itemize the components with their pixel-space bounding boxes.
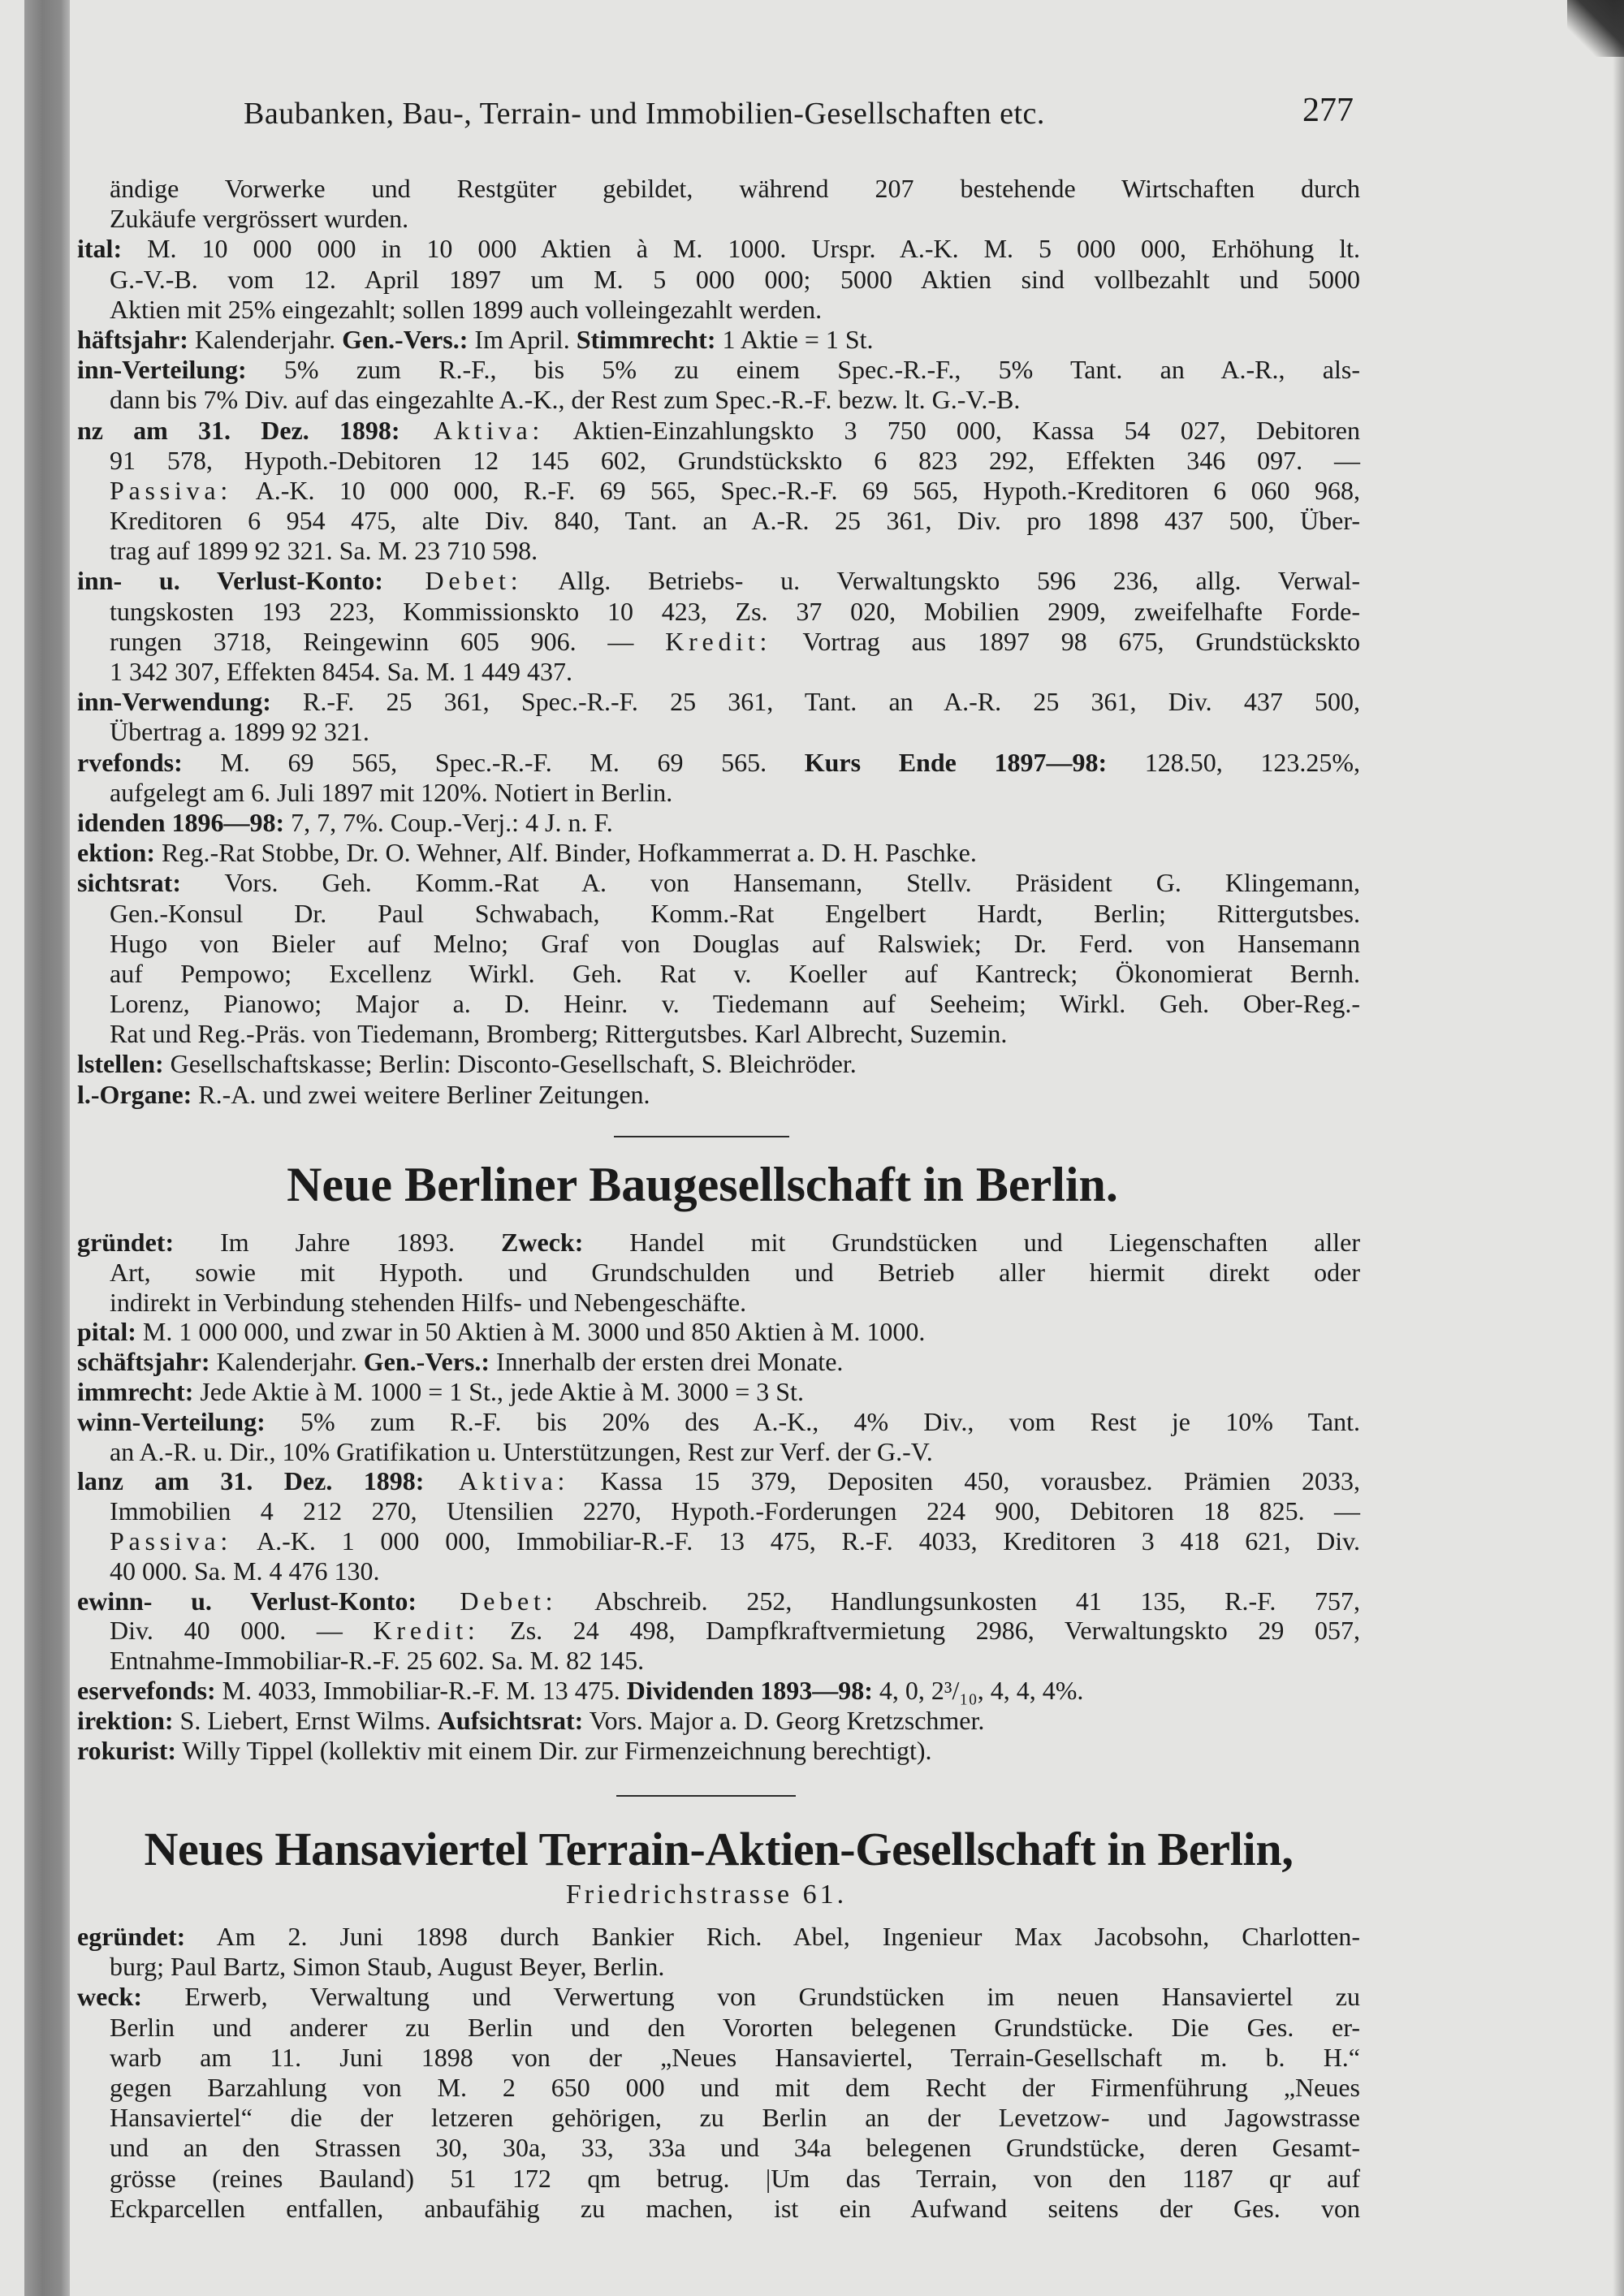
field-label: inn- u. Verlust-Konto:: [77, 566, 383, 596]
text-line: [77, 989, 1360, 1019]
text-line: [77, 385, 1360, 415]
field-text: M. 69 565, Spec.-R.-F. M. 69 565.: [182, 747, 805, 777]
text-line: [77, 536, 1360, 566]
field-label: nz am 31. Dez. 1898:: [77, 415, 400, 445]
text-line: [77, 1646, 1360, 1676]
text-line: [77, 657, 1360, 687]
field-text: Div. 40 000. —: [110, 1616, 374, 1646]
text-line: [77, 1736, 1360, 1766]
field-label: rokurist:: [77, 1735, 177, 1765]
field-label: Kurs Ende 1897—98:: [804, 747, 1108, 777]
field-text: M. 1 000 000, und zwar in 50 Aktien à M. 3000 und 850 Aktien à M. 1000.: [136, 1317, 926, 1347]
field-text: und an den Strassen 30, 30a, 33, 33a und 34a belegenen Grundstücke, deren Gesamt-: [110, 2133, 1360, 2163]
field-text: Gen.-Konsul Dr. Paul Schwabach, Komm.-Rat Engelbert Hardt, Berlin; Rittergutsbes.: [110, 898, 1360, 928]
text-line: [77, 1922, 1360, 1952]
field-text: Art, sowie mit Hypoth. und Grundschulden und Betrieb aller hiermit direkt oder: [110, 1257, 1360, 1287]
text-line: [77, 2043, 1360, 2073]
text-line: [77, 265, 1360, 295]
text-line: [77, 1377, 1360, 1407]
text-line: [77, 868, 1360, 898]
field-text: Handel mit Grundstücken und Liegenschaften aller: [583, 1228, 1361, 1257]
page-number: 277: [1302, 92, 1354, 129]
text-line: [77, 1437, 1360, 1467]
field-label: inn-Verteilung:: [77, 355, 247, 385]
account-side-label: Kredit:: [373, 1616, 480, 1646]
scan-edge-shadow: [1613, 0, 1624, 2296]
text-line: [77, 838, 1360, 868]
field-text: Aktien mit 25% eingezahlt; sollen 1899 auch volleingezahlt werden.: [110, 294, 823, 324]
field-label: gründet:: [77, 1228, 175, 1257]
field-label: Gen.-Vers.:: [342, 324, 469, 354]
field-text: 40 000. Sa. M. 4 476 130.: [110, 1556, 380, 1586]
field-label: ektion:: [77, 838, 155, 868]
field-label: pital:: [77, 1317, 136, 1347]
text-line: [77, 566, 1360, 596]
field-text: aufgelegt am 6. Juli 1897 mit 120%. Notiert in Berlin.: [110, 777, 673, 807]
text-line: [77, 204, 1360, 234]
field-text: Kalenderjahr.: [209, 1347, 364, 1377]
text-line: [77, 808, 1360, 838]
field-text: Zukäufe vergrössert wurden.: [110, 204, 409, 234]
field-label: Stimmrecht:: [576, 324, 716, 354]
field-label: lstellen:: [77, 1049, 164, 1079]
field-text: R.-F. 25 361, Spec.-R.-F. 25 361, Tant. an A.-R. 25 361, Div. 437 500,: [270, 687, 1360, 717]
field-text: 5% zum R.-F. bis 20% des A.-K., 4% Div., vom Rest je 10% Tant.: [265, 1406, 1360, 1436]
field-text: Hugo von Bieler auf Melno; Graf von Douglas auf Ralswiek; Dr. Ferd. von Hansemann: [110, 928, 1360, 958]
text-line: [77, 325, 1360, 355]
account-side-label: Aktiva:: [424, 1466, 570, 1496]
field-text: trag auf 1899 92 321. Sa. M. 23 710 598.: [110, 536, 538, 566]
text-line: [77, 899, 1360, 929]
field-text: Berlin und anderer zu Berlin und den Vororten belegenen Grundstücke. Die Ges. er-: [110, 2012, 1360, 2042]
account-side-label: Debet:: [417, 1586, 558, 1616]
company-entry-neue-berliner-baugesellschaft: [77, 1228, 1360, 1765]
text-line: [77, 295, 1360, 325]
text-line: [77, 416, 1360, 446]
field-text: Lorenz, Pianowo; Major a. D. Heinr. v. Tiedemann auf Seeheim; Wirkl. Geh. Ober-Reg.-: [110, 989, 1360, 1019]
field-text: Immobilien 4 212 270, Utensilien 2270, Hypoth.-Forderungen 224 900, Debitoren 18 825. —: [110, 1496, 1360, 1526]
field-text: G.-V.-B. vom 12. April 1897 um M. 5 000 000; 5000 Aktien sind vollbezahlt und 5000: [110, 264, 1360, 294]
field-text: Im April.: [468, 324, 577, 354]
field-text: warb am 11. Juni 1898 von der „Neues Hansaviertel, Terrain-Gesellschaft m. b. H.“: [110, 2042, 1360, 2072]
field-text: A.-K. 1 000 000, Immobiliar-R.-F. 13 475, R.-F. 4033, Kreditoren 3 418 621, Div.: [231, 1526, 1360, 1556]
field-text: S. Liebert, Ernst Wilms.: [173, 1705, 438, 1735]
field-label: inn-Verwendung:: [77, 687, 271, 717]
field-text: Im Jahre 1893.: [174, 1228, 502, 1257]
field-label: ital:: [77, 234, 123, 264]
field-text: Reg.-Rat Stobbe, Dr. O. Wehner, Alf. Binder, Hofkammerrat a. D. H. Paschke.: [155, 838, 977, 868]
text-line: [77, 2013, 1360, 2043]
field-text: auf Pempowo; Excellenz Wirkl. Geh. Rat v. Koeller auf Kantreck; Ökonomierat Bernh.: [110, 958, 1360, 988]
field-text: Aktien-Einzahlungskto 3 750 000, Kassa 54 027, Debitoren: [544, 415, 1361, 445]
field-text: rungen 3718, Reingewinn 605 906. —: [110, 626, 666, 656]
field-text: M. 4033, Immobiliar-R.-F. M. 13 475.: [215, 1675, 627, 1705]
text-line: [77, 2073, 1360, 2103]
account-side-label: Passiva:: [110, 475, 232, 505]
field-text: grösse (reines Bauland) 51 172 qm betrug. |Um das Terrain, von den 1187 qr auf: [110, 2163, 1360, 2193]
text-line: [77, 2103, 1360, 2133]
field-label: immrecht:: [77, 1376, 194, 1406]
field-label: lanz am 31. Dez. 1898:: [77, 1466, 425, 1496]
text-line: [77, 627, 1360, 657]
field-text: an A.-R. u. Dir., 10% Gratifikation u. Unterstützungen, Rest zur Verf. der G.-V.: [110, 1436, 933, 1466]
text-line: [77, 476, 1360, 506]
field-text: 1 Aktie = 1 St.: [715, 324, 874, 354]
field-label: l.-Organe:: [77, 1079, 192, 1109]
field-text: Vortrag aus 1897 98 675, Grundstückskto: [771, 626, 1361, 656]
field-text: Kassa 15 379, Depositen 450, vorausbez. Prämien 2033,: [569, 1466, 1361, 1496]
text-line: [77, 778, 1360, 808]
text-line: [77, 717, 1360, 747]
text-line: [77, 1347, 1360, 1377]
field-text: tungskosten 193 223, Kommissionskto 10 423, Zs. 37 020, Mobilien 2909, zweifelhafte Forde-: [110, 596, 1360, 626]
text-line: [77, 1556, 1360, 1586]
field-text: Rat und Reg.-Präs. von Tiedemann, Bromberg; Rittergutsbes. Karl Albrecht, Suzemin.: [110, 1019, 1008, 1049]
text-line: [77, 597, 1360, 627]
field-label: sichtsrat:: [77, 868, 181, 898]
text-line: [77, 174, 1360, 204]
field-text: 4, 0, 2³/₁₀, 4, 4, 4%.: [872, 1675, 1084, 1705]
text-line: [77, 2133, 1360, 2163]
text-line: [77, 1228, 1360, 1258]
field-label: Zweck:: [501, 1228, 584, 1257]
field-text: ändige Vorwerke und Restgüter gebildet, während 207 bestehende Wirtschaften durch: [110, 174, 1360, 203]
field-text: Allg. Betriebs- u. Verwaltungskto 596 236, allg. Verwal-: [522, 566, 1360, 596]
text-line: [77, 1466, 1360, 1496]
text-line: [77, 234, 1360, 264]
field-label: irektion:: [77, 1705, 174, 1735]
field-text: A.-K. 10 000 000, R.-F. 69 565, Spec.-R.-F. 69 565, Hypoth.-Kreditoren 6 060 968,: [231, 475, 1360, 505]
field-label: Dividenden 1893—98:: [626, 1675, 873, 1705]
field-text: Hansaviertel“ die der letzeren gehörigen, zu Berlin an der Levetzow- und Jagowstrasse: [110, 2103, 1360, 2133]
text-line: [77, 1496, 1360, 1526]
field-text: Erwerb, Verwaltung und Verwertung von Grundstücken im neuen Hansaviertel zu: [141, 1982, 1360, 2012]
account-side-label: Aktiva:: [400, 415, 545, 445]
field-text: Abschreib. 252, Handlungsunkosten 41 135, R.-F. 757,: [557, 1586, 1360, 1616]
field-text: 7, 7, 7%. Coup.-Verj.: 4 J. n. F.: [284, 807, 613, 837]
text-line: [77, 1952, 1360, 1982]
text-line: [77, 2164, 1360, 2194]
field-text: Willy Tippel (kollektiv mit einem Dir. zur Firmenzeichnung berechtigt).: [176, 1735, 932, 1765]
text-line: [77, 355, 1360, 385]
section-divider: [616, 1795, 796, 1797]
text-line: [77, 506, 1360, 536]
field-label: ewinn- u. Verlust-Konto:: [77, 1586, 417, 1616]
field-text: 91 578, Hypoth.-Debitoren 12 145 602, Grundstückskto 6 823 292, Effekten 346 097. —: [110, 445, 1360, 475]
text-line: [77, 1080, 1360, 1110]
field-text: Entnahme-Immobiliar-R.-F. 25 602. Sa. M. 82 145.: [110, 1646, 645, 1676]
field-label: Aufsichtsrat:: [437, 1705, 584, 1735]
section-continued-entry: [77, 174, 1360, 1110]
field-text: Zs. 24 498, Dampfkraftvermietung 2986, Verwaltungskto 29 057,: [479, 1616, 1360, 1646]
field-text: Am 2. Juni 1898 durch Bankier Rich. Abel, Ingenieur Max Jacobsohn, Charlotten-: [185, 1922, 1360, 1951]
text-line: [77, 1288, 1360, 1318]
field-label: winn-Verteilung:: [77, 1406, 266, 1436]
text-line: [77, 1258, 1360, 1288]
text-line: [77, 1586, 1360, 1616]
field-label: weck:: [77, 1982, 142, 2012]
field-text: Kreditoren 6 954 475, alte Div. 840, Tant. an A.-R. 25 361, Div. pro 1898 437 500, Über-: [110, 506, 1360, 536]
text-line: [77, 1526, 1360, 1556]
field-text: burg; Paul Bartz, Simon Staub, August Beyer, Berlin.: [110, 1952, 665, 1982]
section-divider: [614, 1136, 789, 1137]
field-text: Übertrag a. 1899 92 321.: [110, 717, 369, 747]
text-line: [77, 446, 1360, 476]
field-label: häftsjahr:: [77, 324, 188, 354]
field-text: Jede Aktie à M. 1000 = 1 St., jede Aktie à M. 3000 = 3 St.: [193, 1376, 804, 1406]
field-text: M. 10 000 000 in 10 000 Aktien à M. 1000. Urspr. A.-K. M. 5 000 000, Erhöhung lt.: [122, 234, 1360, 264]
text-line: [77, 1049, 1360, 1079]
text-line: [77, 1676, 1360, 1706]
company-entry-neues-hansaviertel: [77, 1922, 1360, 2224]
account-side-label: Passiva:: [110, 1526, 232, 1556]
field-text: Gesellschaftskasse; Berlin: Disconto-Gesellschaft, S. Bleichröder.: [163, 1049, 857, 1079]
field-text: R.-A. und zwei weitere Berliner Zeitungen.: [192, 1079, 650, 1109]
text-line: [77, 1982, 1360, 2012]
text-line: [77, 959, 1360, 989]
text-line: [77, 1706, 1360, 1736]
field-text: Eckparcellen entfallen, anbaufähig zu machen, ist ein Aufwand seitens der Ges. von: [110, 2193, 1360, 2223]
text-line: [77, 2194, 1360, 2224]
text-line: [77, 687, 1360, 717]
field-label: schäftsjahr:: [77, 1347, 210, 1377]
field-text: dann bis 7% Div. auf das eingezahlte A.-K., der Rest zum Spec.-R.-F. bezw. lt. G.-V.-B.: [110, 385, 1021, 415]
page-gutter-shadow: [24, 0, 70, 2296]
running-header: Baubanken, Bau-, Terrain- und Immobilien-Gesellschaften etc.: [244, 97, 1045, 131]
field-text: Vors. Geh. Komm.-Rat A. von Hansemann, Stellv. Präsident G. Klingemann,: [180, 868, 1360, 898]
company-title: Neue Berliner Baugesellschaft in Berlin.: [287, 1158, 1118, 1211]
field-label: rvefonds:: [77, 747, 183, 777]
company-address: Friedrichstrasse 61.: [565, 1880, 848, 1910]
field-label: idenden 1896—98:: [77, 807, 285, 837]
text-line: [77, 748, 1360, 778]
field-text: Vors. Major a. D. Georg Kretzschmer.: [583, 1705, 985, 1735]
text-line: [77, 929, 1360, 959]
text-line: [77, 1616, 1360, 1646]
field-text: Innerhalb der ersten drei Monate.: [490, 1347, 844, 1377]
account-side-label: Debet:: [382, 566, 523, 596]
field-label: egründet:: [77, 1922, 186, 1951]
field-text: indirekt in Verbindung stehenden Hilfs- und Nebengeschäfte.: [110, 1287, 747, 1317]
text-line: [77, 1407, 1360, 1437]
field-label: Gen.-Vers.:: [363, 1347, 490, 1377]
field-label: eservefonds:: [77, 1675, 216, 1705]
account-side-label: Kredit:: [665, 626, 772, 656]
field-text: Kalenderjahr.: [188, 324, 343, 354]
field-text: 1 342 307, Effekten 8454. Sa. M. 1 449 437.: [110, 657, 573, 686]
field-text: 5% zum R.-F., bis 5% zu einem Spec.-R.-F., 5% Tant. an A.-R., als-: [246, 355, 1360, 385]
company-title: Neues Hansaviertel Terrain-Aktien-Gesellschaft in Berlin,: [144, 1823, 1294, 1875]
text-line: [77, 1317, 1360, 1347]
field-text: 128.50, 123.25%,: [1107, 747, 1361, 777]
field-text: gegen Barzahlung von M. 2 650 000 und mit dem Recht der Firmenführung „Neues: [110, 2072, 1360, 2102]
text-line: [77, 1019, 1360, 1049]
